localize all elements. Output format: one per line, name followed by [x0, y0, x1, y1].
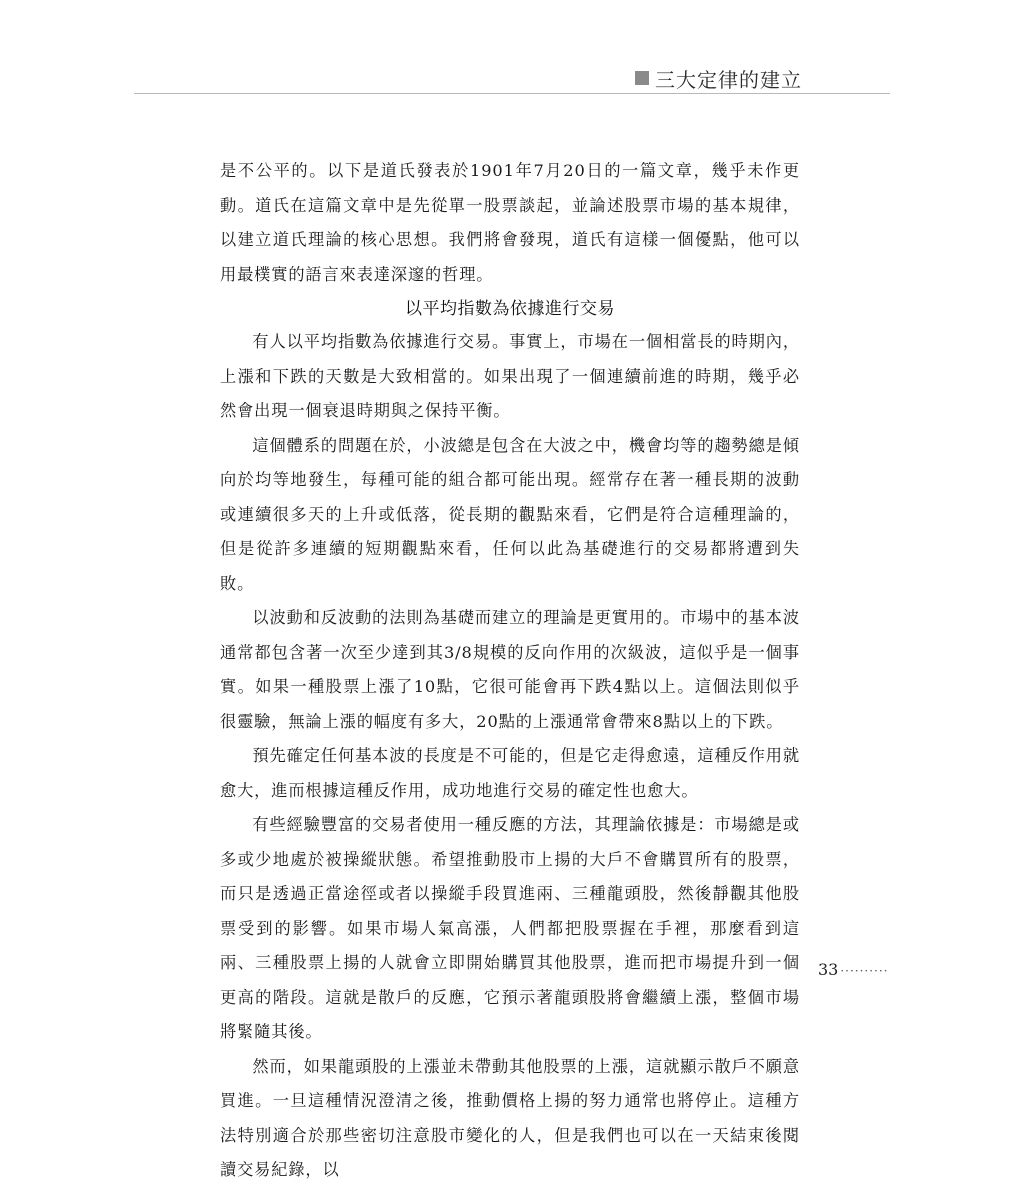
page-number: 33 — [818, 960, 839, 979]
chapter-title-group — [635, 66, 802, 90]
paragraph: 有些經驗豐富的交易者使用一種反應的方法，其理論依據是：市場總是或多或少地處於被操縱狀態。希望推動股市上揚的大戶不會購買所有的股票，而只是透過正當途徑或者以操縱手段買進兩、三種龍頭股，然後靜觀其他股票受到的影響。如果市場人氣高漲，人們都把股票握在手裡，那麼看到這兩、三種股票上揚的人就會立即開始購買其他股票，進而把市場提升到一個更高的階段。這就是散戶的反應，它預示著龍頭股將會繼續上漲，整個市場將緊隨其後。 — [220, 815, 800, 1041]
paragraph: 有人以平均指數為依據進行交易。事實上，市場在一個相當長的時期內，上漲和下跌的天數是大致相當的。如果出現了一個連續前進的時期，幾乎必然會出現一個衰退時期與之保持平衡。 — [220, 332, 800, 420]
paragraph: 以波動和反波動的法則為基礎而建立的理論是更實用的。市場中的基本波通常都包含著一次至少達到其3/8規模的反向作用的次級波，這似乎是一個事實。如果一種股票上漲了10點，它很可能會再下跌4點以上。這個法則似乎很靈驗，無論上漲的幅度有多大，20點的上漲通常會帶來8點以上的下跌。 — [220, 608, 800, 731]
paragraph: 然而，如果龍頭股的上漲並未帶動其他股票的上漲，這就顯示散戶不願意買進。一旦這種情況澄清之後，推動價格上揚的努力通常也將停止。這種方法特別適合於那些密切注意股市變化的人，但是我們也可以在一天結束後閱讀交易紀錄，以 — [220, 1056, 800, 1179]
running-header — [134, 62, 890, 94]
page-footer — [818, 960, 889, 979]
body-text — [220, 154, 800, 1188]
paragraph: 這個體系的問題在於，小波總是包含在大波之中，機會均等的趨勢總是傾向於均等地發生，每種可能的組合都可能出現。經常存在著一種長期的波動或連續很多天的上升或低落，從長期的觀點來看，它們是符合這種理論的，但是從許多連續的短期觀點來看，任何以此為基礎進行的交易都將遭到失敗。 — [220, 435, 800, 593]
section-heading: 以平均指數為依據進行交易 — [405, 299, 615, 319]
header-divider — [134, 93, 890, 94]
paragraph: 預先確定任何基本波的長度是不可能的，但是它走得愈遠，這種反作用就愈大，進而根據這種反作用，成功地進行交易的確定性也愈大。 — [220, 746, 800, 800]
intro-paragraph: 是不公平的。以下是道氏發表於1901年7月20日的一篇文章，幾乎未作更動。道氏在這篇文章中是先從單一股票談起，並論述股票市場的基本規律，以建立道氏理論的核心思想。我們將會發現，道氏有這樣一個優點，他可以用最樸實的語言來表達深邃的哲理。 — [220, 161, 800, 284]
page-number-dots: ·········· — [840, 964, 889, 978]
chapter-title: 三大定律的建立 — [655, 67, 802, 92]
square-bullet-icon — [635, 71, 649, 85]
